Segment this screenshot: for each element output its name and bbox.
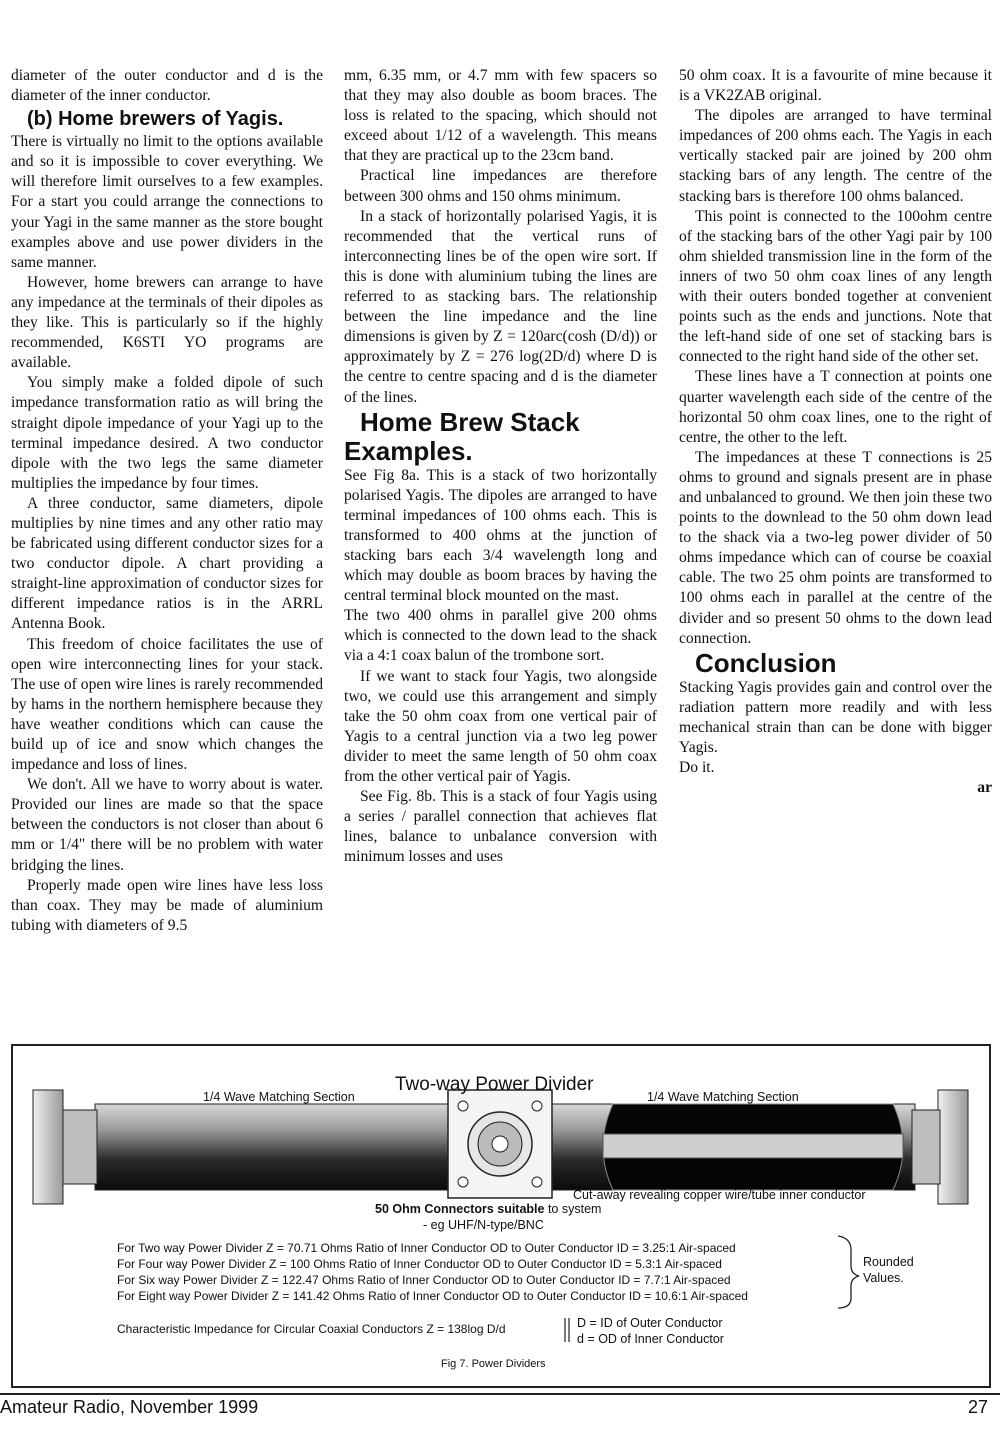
article-column-2 [344,66,657,867]
legend-outer-diameter: D = ID of Outer Conductor [577,1316,723,1330]
page-footer [0,1393,1000,1429]
section-heading-home-brew-stack: Home Brew Stack Examples. [344,406,580,466]
paragraph: This point is connected to the 100ohm centre of the stacking bars of the other Yagi pair by 100 ohm shielded transmission line in the form of the inners of two 50 ohm coax lines of any length with their outers bonded together at convenient points such as the ends and junctions. Note that the left-hand side of one set of stacking bars is connected to the right hand side of the other set. [679,207,992,366]
paragraph: Practical line impedances are therefore between 300 ohms and 150 ohms minimum. [344,167,657,205]
rounded-values-label-2: Values. [863,1271,904,1285]
left-matching-section-label: 1/4 Wave Matching Section [203,1090,355,1104]
right-end-flange [938,1090,968,1204]
ratio-row-six-way: For Six way Power Divider Z = 122.47 Ohms Ratio of Inner Conductor OD to Outer Conductor ID = 7.7:1 Air-spaced [117,1273,731,1287]
paragraph: The two 400 ohms in parallel give 200 ohms which is connected to the down lead to the shack via a 4:1 coax balun of the trombone sort. [344,607,657,665]
paragraph: There is virtually no limit to the options available and so it is impossible to cover everything. We will therefore limit ourselves to a few examples. For a start you could arrange the connections to your Yagi in the same manner as the store bought examples above and use power dividers in the same manner. [11,133,323,271]
paragraph: If we want to stack four Yagis, two alongside two, we could use this arrangement and simply take the 50 ohm coax from one vertical pair of Yagis to a central junction via a two leg power divider to meet the same length of 50 ohm coax from the other vertical pair of Yagis. [344,667,657,785]
paragraph: We don't. All we have to worry about is water. Provided our lines are made so that the space between the conductors is not closer than about 6 mm or 1/4" there will be no problem with water bridging the lines. [11,776,323,874]
page-number: 27 [967,1397,988,1417]
connectors-label-rest: to system [544,1202,602,1216]
paragraph: See Fig. 8b. This is a stack of four Yagis using a series / parallel connection that achieves flat lines, balance to unbalance conversion with minimum losses and uses [344,788,657,866]
impedance-formula: Characteristic Impedance for Circular Coaxial Conductors Z = 138log D/d [117,1322,506,1336]
figure-title: Two-way Power Divider [395,1074,594,1095]
paragraph: You simply make a folded dipole of such impedance transformation ratio as will bring the straight dipole impedance of your Yagi up to the terminal impedance desired. A two conductor dipole with the two legs the same diameter multiplies the impedance by four times. [11,374,323,492]
paragraph: Stacking Yagis provides gain and control over the radiation pattern more readily and with less mechanical strain than can be done with bigger Yagis. [679,678,992,756]
legend-inner-diameter: d = OD of Inner Conductor [577,1332,724,1346]
right-matching-section-label: 1/4 Wave Matching Section [647,1090,799,1104]
figure-power-dividers [11,1044,991,1388]
connectors-label [375,1202,601,1216]
paragraph: diameter of the outer conductor and d is the diameter of the inner conductor. [11,67,323,105]
article-column-3 [679,66,992,798]
paragraph: 50 ohm coax. It is a favourite of mine because it is a VK2ZAB original. [679,67,992,105]
paragraph: mm, 6.35 mm, or 4.7 mm with few spacers so that they may also double as boom braces. The loss is related to the spacing, which should not exceed about 1/12 of a wavelength. This means that they are practical up to the 23cm band. [344,67,657,165]
section-heading-conclusion: Conclusion [695,647,837,678]
left-end-collar [63,1110,97,1184]
paragraph: However, home brewers can arrange to have any impedance at the terminals of their dipoles as they like. This is particularly so if the highly recommended, K6STI YO programs are available. [11,273,323,372]
paragraph: See Fig 8a. This is a stack of two horizontally polarised Yagis. The dipoles are arranged to have terminal impedances of 100 ohms each. This is transformed to 400 ohms at the junction of stacking bars each 3/4 wavelength long and which may double as boom braces by having the central terminal block mounted on the mast. [344,466,657,605]
paragraph: The dipoles are arranged to have terminal impedances of 200 ohms each. The Yagis in each vertically stacked pair are joined by 200 ohm stacking bars of any length. The centre of the stacking bars is therefore 100 ohms balanced. [679,107,992,205]
rounded-values-label-1: Rounded [863,1255,914,1269]
connector-types-label: - eg UHF/N-type/BNC [423,1218,544,1232]
paragraph: In a stack of horizontally polarised Yagis, it is recommended that the vertical runs of interconnecting lines be of the open wire sort. If this is done with aluminium tubing the lines are referred to as stacking bars. The relationship between the line impedance and the line dimensions is given by Z = 120arc(cosh (D/d)) or approximately by Z = 276 log(2D/d) where D is the centre to centre spacing and d is the diameter of the lines. [344,207,657,406]
ratio-row-four-way: For Four way Power Divider Z = 100 Ohms Ratio of Inner Conductor OD to Outer Conductor ID = 5.3:1 Air-spaced [117,1257,722,1271]
right-end-collar [912,1110,940,1184]
figure-caption: Fig 7. Power Dividers [441,1358,546,1370]
rounded-values-brace [838,1236,859,1308]
connectors-label-bold: 50 Ohm Connectors suitable [375,1202,545,1216]
paragraph: This freedom of choice facilitates the use of open wire interconnecting lines for your stack. The use of open wire lines is rarely recommended by hams in the northern hemisphere because they have weather conditions which can cause the build up of ice and snow which changes the impedance and loss of lines. [11,635,323,774]
paragraph: Do it. [679,759,715,777]
cutaway-label: Cut-away revealing copper wire/tube inner conductor [573,1188,866,1202]
ratio-row-two-way: For Two way Power Divider Z = 70.71 Ohms Ratio of Inner Conductor OD to Outer Conductor ID = 3.25:1 Air-spaced [117,1241,736,1255]
author-signature: ar [977,779,992,797]
inner-conductor [603,1134,903,1158]
paragraph: A three conductor, same diameters, dipole multiplies by nine times and any other ratio may be fabricated using different conductor sizes for a two conductor dipole. A chart providing a straight-line approximation of conductor sizes for different impedance ratios is in the ARRL Antenna Book. [11,494,323,633]
article-column-1 [11,66,323,936]
section-heading-home-brewers: (b) Home brewers of Yagis. [27,108,284,131]
left-end-flange [33,1090,63,1204]
paragraph: The impedances at these T connections is 25 ohms to ground and signals present are in phase and unbalanced to ground. We then join these two points to the downlead to the 50 ohm down lead to the shack via a two-leg power divider of 50 ohms impedance which can of course be coaxial cable. The two 25 ohm points are transformed to 100 ohms each in parallel at the centre of the divider and so present 50 ohms to the down lead connection. [679,448,992,647]
paragraph: Properly made open wire lines have less loss than coax. They may be made of aluminium tubing with diameters of 9.5 [11,876,323,934]
publication-name: Amateur Radio, November 1999 [0,1397,259,1417]
ratio-row-eight-way: For Eight way Power Divider Z = 141.42 Ohms Ratio of Inner Conductor OD to Outer Conductor ID = 10.6:1 Air-spaced [117,1289,748,1303]
paragraph: These lines have a T connection at points one quarter wavelength each side of the centre of the horizontal 50 ohm coax lines, one to the right of centre, the other to the left. [679,368,992,446]
